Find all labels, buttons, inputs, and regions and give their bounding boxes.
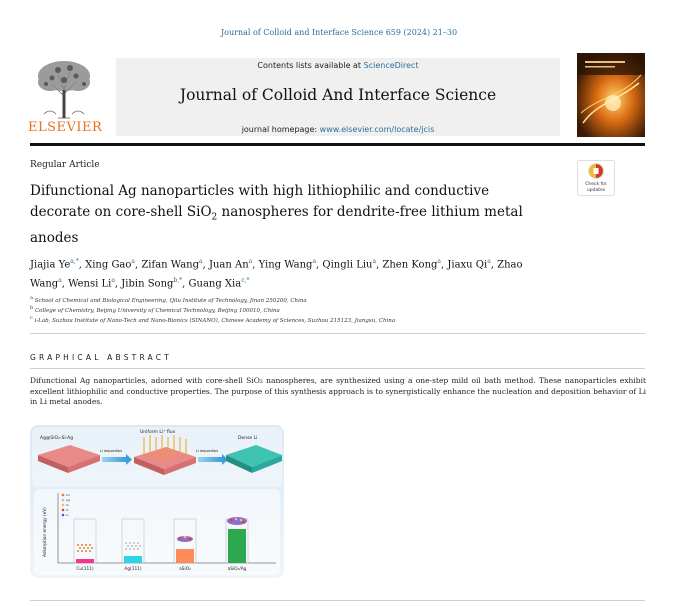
legend-cu: Cu <box>66 493 70 497</box>
affiliation-c <box>30 315 395 324</box>
author-separator: , <box>490 259 498 271</box>
category-label-asio2-ag: aSiO₂/Ag <box>227 567 247 572</box>
author-separator: , <box>135 259 142 271</box>
fig-label-li-deposition-2: Li deposition <box>196 449 219 453</box>
fig-label-uniform-flux: Uniform Li⁺ flux <box>140 430 176 435</box>
graphical-abstract-divider <box>30 368 645 369</box>
bar-cu111 <box>76 559 94 563</box>
contents-line <box>116 61 560 70</box>
author-name[interactable]: Qingli Liu <box>322 259 373 271</box>
author-name[interactable]: Zhao Wang <box>30 259 523 290</box>
sio2-ag-cluster <box>227 517 247 525</box>
author-name[interactable]: Wensi Li <box>68 278 112 290</box>
author-affiliation-sup: a <box>312 258 317 265</box>
author-name[interactable]: Jiaxu Qi <box>447 259 488 271</box>
header-divider <box>30 143 645 146</box>
author-name[interactable]: Ying Wang <box>258 259 313 271</box>
graphical-abstract-figure[interactable] <box>30 425 284 578</box>
elsevier-tree-logo <box>28 56 100 120</box>
category-label-cu111: Cu(111) <box>76 567 94 572</box>
author-separator: , <box>61 278 69 290</box>
author-name[interactable]: Juan An <box>208 259 249 271</box>
author-separator: , <box>252 259 259 271</box>
article-type: Regular Article <box>30 160 100 170</box>
fig-label-dense-li: Dense Li <box>238 436 258 441</box>
affiliation-a-text: School of Chemical and Biological Engineering, Qilu Institute of Technology, Jinan 250200, China <box>34 297 307 304</box>
author-affiliation-sup: a <box>131 258 135 265</box>
fig-label-top-left: Ag@SiO₂-Si-Ag <box>40 436 74 441</box>
publisher-logo-text: ELSEVIER <box>28 120 103 135</box>
author-name[interactable]: Xing Gao <box>85 259 132 271</box>
bar-asio2 <box>176 549 194 563</box>
affiliation-b-sup: b <box>30 305 34 311</box>
contents-prefix: Contents lists available at <box>257 61 364 70</box>
author-separator: , <box>202 259 209 271</box>
author-separator: , <box>316 259 323 271</box>
homepage-link[interactable]: www.elsevier.com/locate/jcis <box>319 125 435 134</box>
author-affiliation-sup: b,* <box>173 277 183 285</box>
author-name[interactable]: Zifan Wang <box>141 259 200 271</box>
affiliation-c-text: i-Lab, Suzhou Institute of Nano-Tech and Nano-Bionics (SINANO), Chinese Academy of Sciences, Suzhou 215123, Jiangsu, China <box>34 317 396 324</box>
graphical-abstract-text: Difunctional Ag nanoparticles, adorned with core-shell SiO₂ nanospheres, are synthesized using a one-step mild oil bath method. These nanoparticles exhibit excellent lithiophilic and conductive properties. The purpose of this synthesis approach is to synergistically enhance the nucleation and deposition behavior of Li in Li metal anodes. <box>30 376 646 406</box>
author-affiliation-sup: c,* <box>241 277 250 285</box>
affiliation-a <box>30 295 307 304</box>
author-separator: , <box>78 259 86 271</box>
author-affiliation-sup: a <box>437 258 441 265</box>
bar-asio2-ag <box>228 529 246 563</box>
title-part2: nanospheres for dendrite-free lithium metal anodes <box>30 203 523 246</box>
chart-y-axis-label: Adsorption energy (eV) <box>43 507 48 557</box>
journal-reference[interactable]: Journal of Colloid and Interface Science 659 (2024) 21–30 <box>220 28 458 37</box>
author-name[interactable]: Zhen Kong <box>382 259 438 271</box>
author-affiliation-sup: a <box>111 277 115 285</box>
bar-ag111 <box>124 556 142 563</box>
homepage-line <box>116 125 560 134</box>
affiliation-b <box>30 305 280 314</box>
author-separator: , <box>182 278 189 290</box>
legend-o: O <box>66 508 69 512</box>
check-for-updates-label <box>577 182 615 194</box>
category-label-asio2: aSiO₂ <box>179 567 191 572</box>
legend-ag: Ag <box>66 498 70 502</box>
category-label-ag111: Ag(111) <box>124 567 142 572</box>
author-affiliation-sup: a <box>58 277 62 285</box>
author-affiliation-sup: a,* <box>70 258 79 265</box>
author-separator: , <box>376 259 383 271</box>
fig-label-li-deposition-1: Li deposition <box>100 449 123 453</box>
author-affiliation-sup: a <box>372 258 377 265</box>
journal-title: Journal of Colloid And Interface Science <box>179 86 497 104</box>
bottom-divider <box>30 600 645 601</box>
homepage-prefix: journal homepage: <box>241 125 320 134</box>
author-name[interactable]: Guang Xia <box>188 278 242 290</box>
article-title <box>30 181 550 248</box>
sciencedirect-link[interactable]: ScienceDirect <box>363 61 419 70</box>
title-subscript: 2 <box>211 212 218 223</box>
author-name[interactable]: Jiajia Ye <box>30 259 71 271</box>
author-affiliation-sup: a <box>248 258 253 265</box>
legend-si: Si <box>66 503 69 507</box>
author-list <box>30 254 550 293</box>
check-label-line2: updates <box>586 188 606 193</box>
author-affiliation-sup: a <box>199 258 203 265</box>
author-name[interactable]: Jibin Song <box>121 278 174 290</box>
affiliation-c-sup: c <box>30 315 33 321</box>
affiliation-b-text: College of Chemistry, Beijing University of Chemical Technology, Beijing 100010, China <box>34 307 280 314</box>
graphical-abstract-heading: GRAPHICAL ABSTRACT <box>30 353 172 362</box>
check-label-line1: Check for <box>585 182 607 187</box>
author-separator: , <box>441 259 448 271</box>
section-divider <box>30 333 645 334</box>
affiliation-a-sup: a <box>30 295 33 301</box>
journal-cover-image[interactable] <box>577 53 645 137</box>
title-part1: Difunctional Ag nanoparticles with high lithiophilic and conductive decorate on core-shell SiO <box>30 183 490 220</box>
author-affiliation-sup: a <box>487 258 491 265</box>
author-separator: , <box>114 278 122 290</box>
legend-li: Li <box>66 513 69 517</box>
